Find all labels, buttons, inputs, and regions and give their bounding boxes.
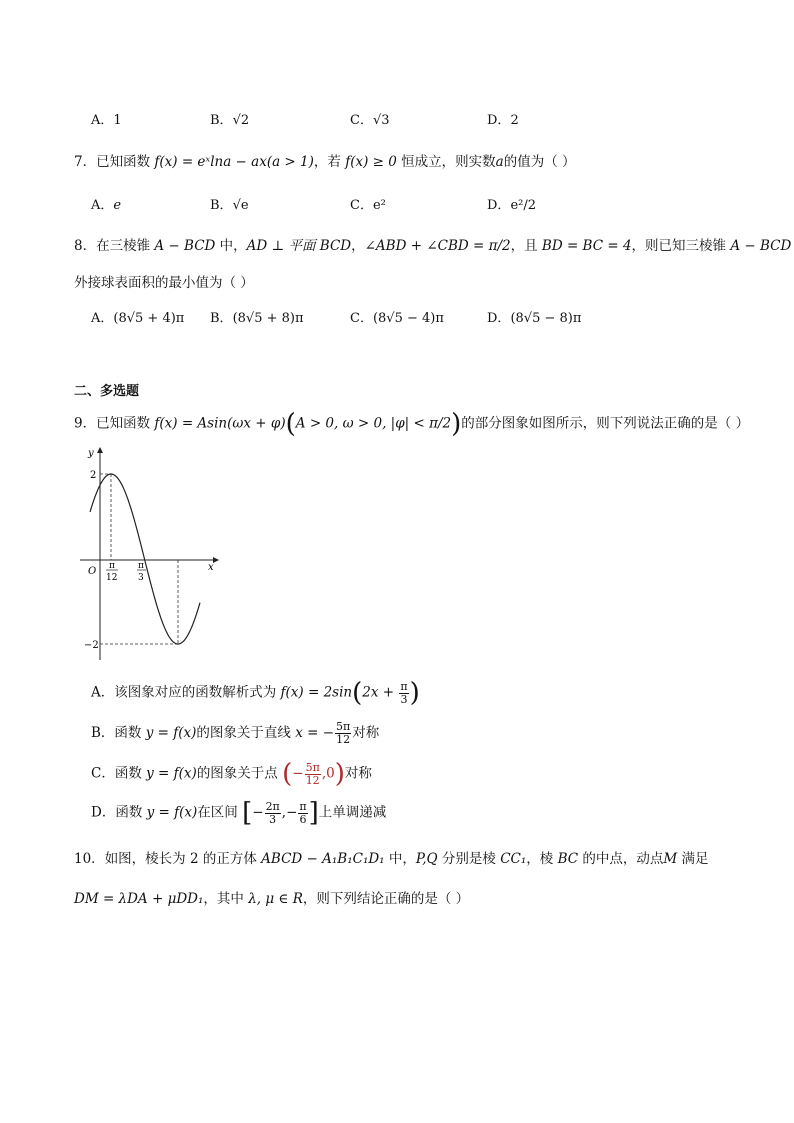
y-max-label: 2 (90, 470, 97, 481)
q6-option-c: C．√3 (350, 113, 390, 128)
y-min-label: −2 (84, 640, 99, 651)
tick-pi-12 (106, 561, 118, 583)
y-axis-label: y (88, 448, 94, 459)
question-9-stem: 9．已知函数 f(x) = Asin(ωx + φ)(A > 0, ω > 0, |φ| < π/2)的部分图象如图所示，则下列说法正确的是（ ） (74, 409, 750, 439)
q7-condition: f(x) ≥ 0 (345, 154, 397, 170)
q9-function: f(x) = Asin(ωx + φ) (154, 415, 286, 432)
q6-option-d: D．2 (487, 113, 519, 128)
svg-text:π: π (138, 561, 144, 571)
q9-option-a: A．该图象对应的函数解析式为 f(x) = 2sin(2x + $\frac{\pi}{3}$ ) (91, 678, 420, 708)
q6-option-a-value: 1 (113, 113, 122, 128)
q9-condition: A > 0, ω > 0, |φ| < π/2 (295, 415, 452, 432)
origin-label: O (88, 566, 97, 577)
q6-option-b-value: √2 (232, 113, 250, 128)
q8-option-c: C．(8√5 − 4)π (350, 311, 444, 326)
q8-angle-condition: ∠ABD + ∠CBD = π/2 (364, 238, 511, 254)
q10-vector-equation: DM = λDA + μDD₁ (74, 891, 204, 907)
x-axis-label: x (208, 562, 214, 573)
question-8-line2: 外接球表面积的最小值为（ ） (74, 275, 254, 291)
question-8-stem: 8．在三棱锥 A − BCD 中，AD ⊥ 平面 BCD，∠ABD + ∠CBD = π/2，且 BD = BC = 4，则已知三棱锥 A − BCD (74, 238, 792, 254)
sine-curve (90, 474, 200, 644)
q6-option-c-value: √3 (372, 113, 390, 128)
question-10-line2: DM = λDA + μDD₁，其中 λ, μ ∈ R，则下列结论正确的是（ ） (74, 891, 470, 907)
q8-option-a: A．(8√5 + 4)π (91, 311, 185, 326)
question-10-stem: 10．如图，棱长为 2 的正方体 ABCD − A₁B₁C₁D₁ 中，P,Q 分别是棱 CC₁，棱 BC 的中点，动点M 满足 (74, 851, 709, 867)
question-7-stem: 7．已知函数 f(x) = eˣlna − ax(a > 1)，若 f(x) ≥ 0 恒成立，则实数a的值为（ ） (74, 154, 576, 170)
svg-text:12: 12 (106, 573, 118, 583)
svg-text:π: π (109, 561, 115, 571)
q8-option-d: D．(8√5 − 8)π (487, 311, 582, 326)
q7-variable: a (495, 154, 504, 170)
tick-pi-3 (137, 561, 146, 583)
q9-option-b: B．函数 y = f(x)的图象关于直线 x = − $\frac{5\pi}{12}$ 对称 (91, 720, 380, 746)
section-title: 二、多选题 (74, 384, 140, 399)
q7-function: f(x) = eˣlna − ax(a > 1) (154, 154, 314, 170)
q8-option-b: B．(8√5 + 8)π (210, 311, 304, 326)
svg-text:3: 3 (138, 573, 144, 583)
q7-option-b: B．√e (210, 198, 249, 213)
q7-option-a: A．e (91, 198, 122, 213)
q9-sine-graph (72, 442, 232, 664)
q6-option-a: A．1 (91, 113, 122, 128)
q7-option-c: C．e² (350, 198, 386, 213)
q6-option-d-value: 2 (510, 113, 519, 128)
q7-option-d: D．e²/2 (487, 198, 536, 213)
q6-option-b: B．√2 (210, 113, 250, 128)
q9-option-c: C．函数 y = f(x)的图象关于点 (− $\frac{5\pi}{12}$ ,0)对称 (91, 759, 372, 789)
q9-option-d: D．函数 y = f(x)在区间 [− $\frac{2\pi}{3}$ ,− $\frac{\pi}{6}$ ]上单调递减 (91, 798, 387, 828)
